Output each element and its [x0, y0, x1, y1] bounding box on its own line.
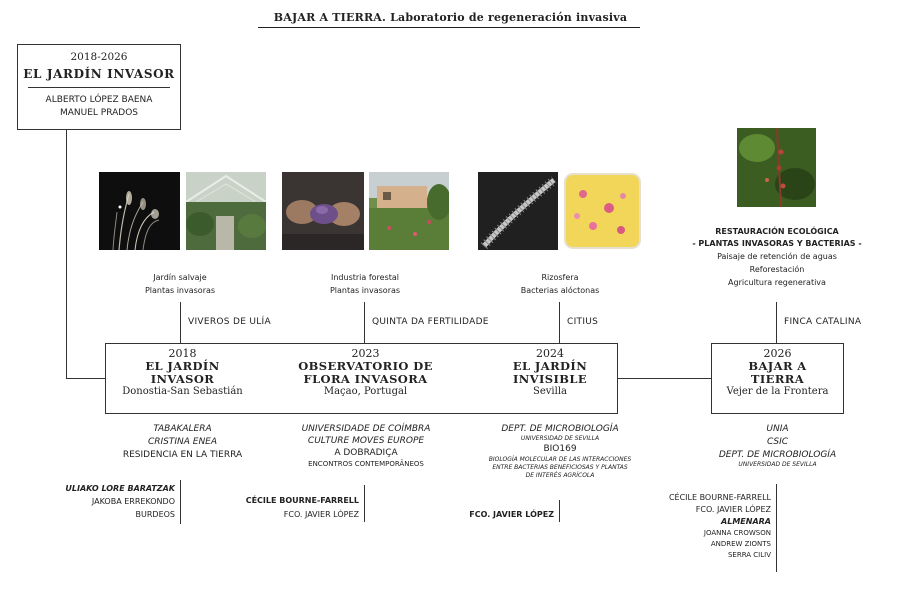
- partner: RESIDENCIA EN LA TIERRA: [122, 450, 243, 460]
- event-year: 2023: [351, 347, 380, 360]
- event-place: Sevilla: [533, 386, 567, 397]
- person: CÉCILE BOURNE-FARRELL: [668, 493, 771, 502]
- venue-connector: [364, 302, 365, 344]
- venue-label: FINCA CATALINA: [784, 317, 862, 327]
- partner: UNIVERSIDAD DE SEVILLA: [738, 461, 817, 468]
- title-underline: [258, 27, 640, 28]
- photo-plants-bacteria: [737, 128, 816, 207]
- venue-connector: [559, 302, 560, 344]
- event-name: OBSERVATORIO DE: [298, 359, 433, 373]
- event-name: EL JARDÍN: [145, 359, 220, 373]
- event-name: INVISIBLE: [512, 372, 588, 386]
- caption-line: Plantas invasoras: [329, 286, 401, 295]
- event-2018: [105, 347, 260, 397]
- petri-image: [563, 172, 642, 250]
- partner: TABAKALERA: [153, 424, 212, 434]
- caption-line: Plantas invasoras: [144, 286, 216, 295]
- people-2018: [40, 482, 175, 521]
- venue-label: VIVEROS DE ULÍA: [188, 317, 271, 327]
- partner: DEPT. DE MICROBIOLOGÍA: [501, 424, 619, 434]
- partner: CSIC: [766, 437, 789, 447]
- partner: CULTURE MOVES EUROPE: [307, 436, 425, 446]
- people-2024: [440, 510, 554, 519]
- venue-label: QUINTA DA FERTILIDADE: [372, 317, 489, 327]
- partners-2026: [700, 423, 855, 469]
- photo-root-microscopy: [478, 172, 558, 250]
- greenhouse-image: [186, 172, 266, 250]
- event-2026: [711, 347, 844, 397]
- event-name: TIERRA: [750, 372, 805, 386]
- partner: UNIVERSIDAD DE SEVILLA: [520, 435, 600, 442]
- diagram-title: BAJAR A TIERRA. Laboratorio de regeneración invasiva: [273, 11, 628, 24]
- caption-bold: RESTAURACIÓN ECOLÓGICA: [715, 227, 839, 236]
- caption-line: Paisaje de retención de aguas: [717, 252, 837, 261]
- origin-person: MANUEL PRADOS: [59, 108, 138, 118]
- event-year: 2024: [536, 347, 564, 360]
- event-name: BAJAR A: [748, 359, 807, 373]
- people-connector: [559, 500, 560, 522]
- event-name: FLORA INVASORA: [303, 372, 428, 386]
- photo-petri-dish: [563, 172, 642, 250]
- origin-connector: [66, 378, 105, 379]
- people-2023: [220, 494, 359, 522]
- photo-greenhouse: [186, 172, 266, 250]
- caption-bold: - PLANTAS INVASORAS Y BACTERIAS -: [692, 239, 862, 248]
- origin-person: ALBERTO LÓPEZ BAENA: [45, 95, 153, 105]
- event-place: Vejer de la Frontera: [726, 386, 829, 397]
- person: CÉCILE BOURNE-FARRELL: [245, 496, 359, 505]
- partner: BIO169: [543, 444, 577, 454]
- origin-connector: [66, 130, 67, 378]
- origin-rule: [28, 87, 170, 88]
- person: JAKOBA ERREKONDO: [91, 497, 175, 506]
- people-connector: [776, 484, 777, 572]
- partner: CRISTINA ENEA: [147, 437, 218, 447]
- partner: ENTRE BACTERIAS BENEFICIOSAS Y PLANTAS: [492, 464, 628, 471]
- venue-connector: [776, 302, 777, 344]
- caption-line: Rizosfera: [541, 273, 579, 282]
- photo-garden-house: [369, 172, 449, 250]
- photo-wild-grass-night: [99, 172, 180, 250]
- partner: DE INTERÉS AGRÍCOLA: [525, 472, 595, 479]
- partner: A DOBRADIÇA: [334, 448, 398, 458]
- partner: DEPT. DE MICROBIOLOGÍA: [718, 450, 837, 460]
- caption-line: Agricultura regenerativa: [728, 278, 826, 287]
- plants-image: [737, 128, 816, 207]
- people-connector: [180, 480, 181, 524]
- root-image: [478, 172, 558, 250]
- person: JOANNA CROWSON: [703, 529, 771, 537]
- hands-image: [282, 172, 364, 250]
- origin-box: [17, 44, 181, 130]
- event-2023: [283, 347, 448, 397]
- partners-2018: [105, 423, 260, 462]
- person: BURDEOS: [135, 510, 175, 519]
- caption-line: Jardín salvaje: [153, 273, 207, 282]
- caption-line: Industria forestal: [330, 273, 399, 282]
- partner: BIOLOGÍA MOLECULAR DE LAS INTERACCIONES: [488, 456, 632, 463]
- person: FCO. JAVIER LÓPEZ: [469, 510, 554, 519]
- venue-label: CITIUS: [567, 317, 599, 327]
- venue-connector: [180, 302, 181, 344]
- origin-name: EL JARDÍN INVASOR: [23, 67, 175, 81]
- event-place: Maçao, Portugal: [323, 386, 408, 397]
- partners-2023: [280, 423, 452, 469]
- person: FCO. JAVIER LÓPEZ: [283, 510, 359, 519]
- person: SERRA CILIV: [727, 551, 771, 559]
- event-place: Donostia-San Sebastián: [122, 386, 243, 397]
- person: ALMENARA: [721, 517, 771, 526]
- photo-hands-soil: [282, 172, 364, 250]
- caption-line: Reforestación: [749, 265, 805, 274]
- garden-image: [369, 172, 449, 250]
- caption-line: Bacterias alóctonas: [520, 286, 600, 295]
- event-year: 2026: [763, 347, 792, 360]
- event-2024: [490, 347, 610, 397]
- person: ULIAKO LORE BARATZAK: [65, 484, 175, 493]
- partners-2024: [470, 423, 650, 480]
- event-year: 2018: [168, 347, 197, 360]
- grass-plumes-image: [99, 172, 180, 250]
- people-2026: [630, 492, 771, 561]
- person: ANDREW ZIONTS: [710, 540, 771, 548]
- people-connector: [364, 485, 365, 522]
- origin-years: 2018-2026: [70, 51, 128, 63]
- timeline-connector: [618, 378, 711, 379]
- partner: ENCONTROS CONTEMPORÂNEOS: [308, 460, 424, 468]
- event-name: INVASOR: [150, 372, 215, 386]
- partner: UNIVERSIDADE DE COÍMBRA: [301, 424, 431, 434]
- partner: UNIA: [766, 424, 789, 434]
- person: FCO. JAVIER LÓPEZ: [695, 505, 771, 514]
- event-name: EL JARDÍN: [512, 359, 588, 373]
